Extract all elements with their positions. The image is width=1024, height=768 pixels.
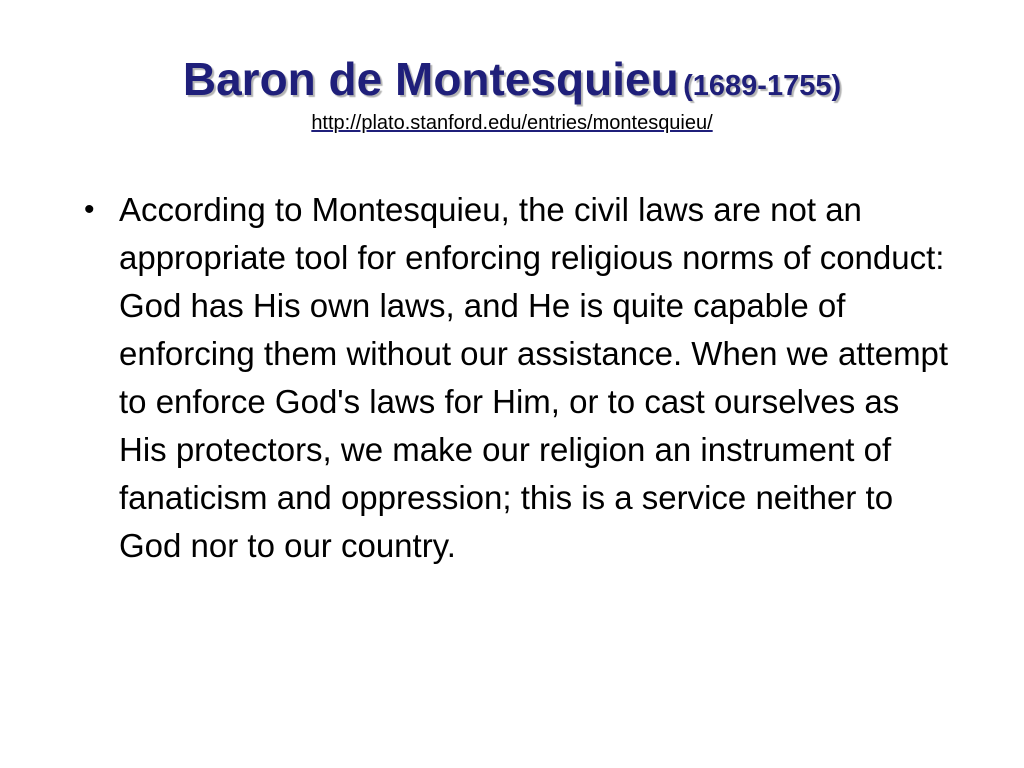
title-years: (1689-1755) — [683, 70, 842, 102]
slide-content — [84, 186, 954, 570]
bullet-text: According to Montesquieu, the civil laws are not an appropriate tool for enforcing religious norms of conduct: God has His own laws, and He is quite capable of enforcing them without our assistance. When we attempt to enforce God's laws for Him, or to cast ourselves as His protectors, we make our religion an instrument of fanaticism and oppression; this is a service neither to God nor to our country. — [119, 191, 949, 564]
source-url-link[interactable]: http://plato.stanford.edu/entries/montesquieu/ — [311, 112, 713, 134]
bullet-list — [84, 186, 954, 570]
bullet-marker: • — [84, 193, 95, 226]
title-name: Baron de Montesquieu — [182, 53, 679, 105]
slide-title — [0, 52, 1024, 136]
title-line — [0, 52, 1024, 118]
bullet-item — [84, 186, 954, 570]
